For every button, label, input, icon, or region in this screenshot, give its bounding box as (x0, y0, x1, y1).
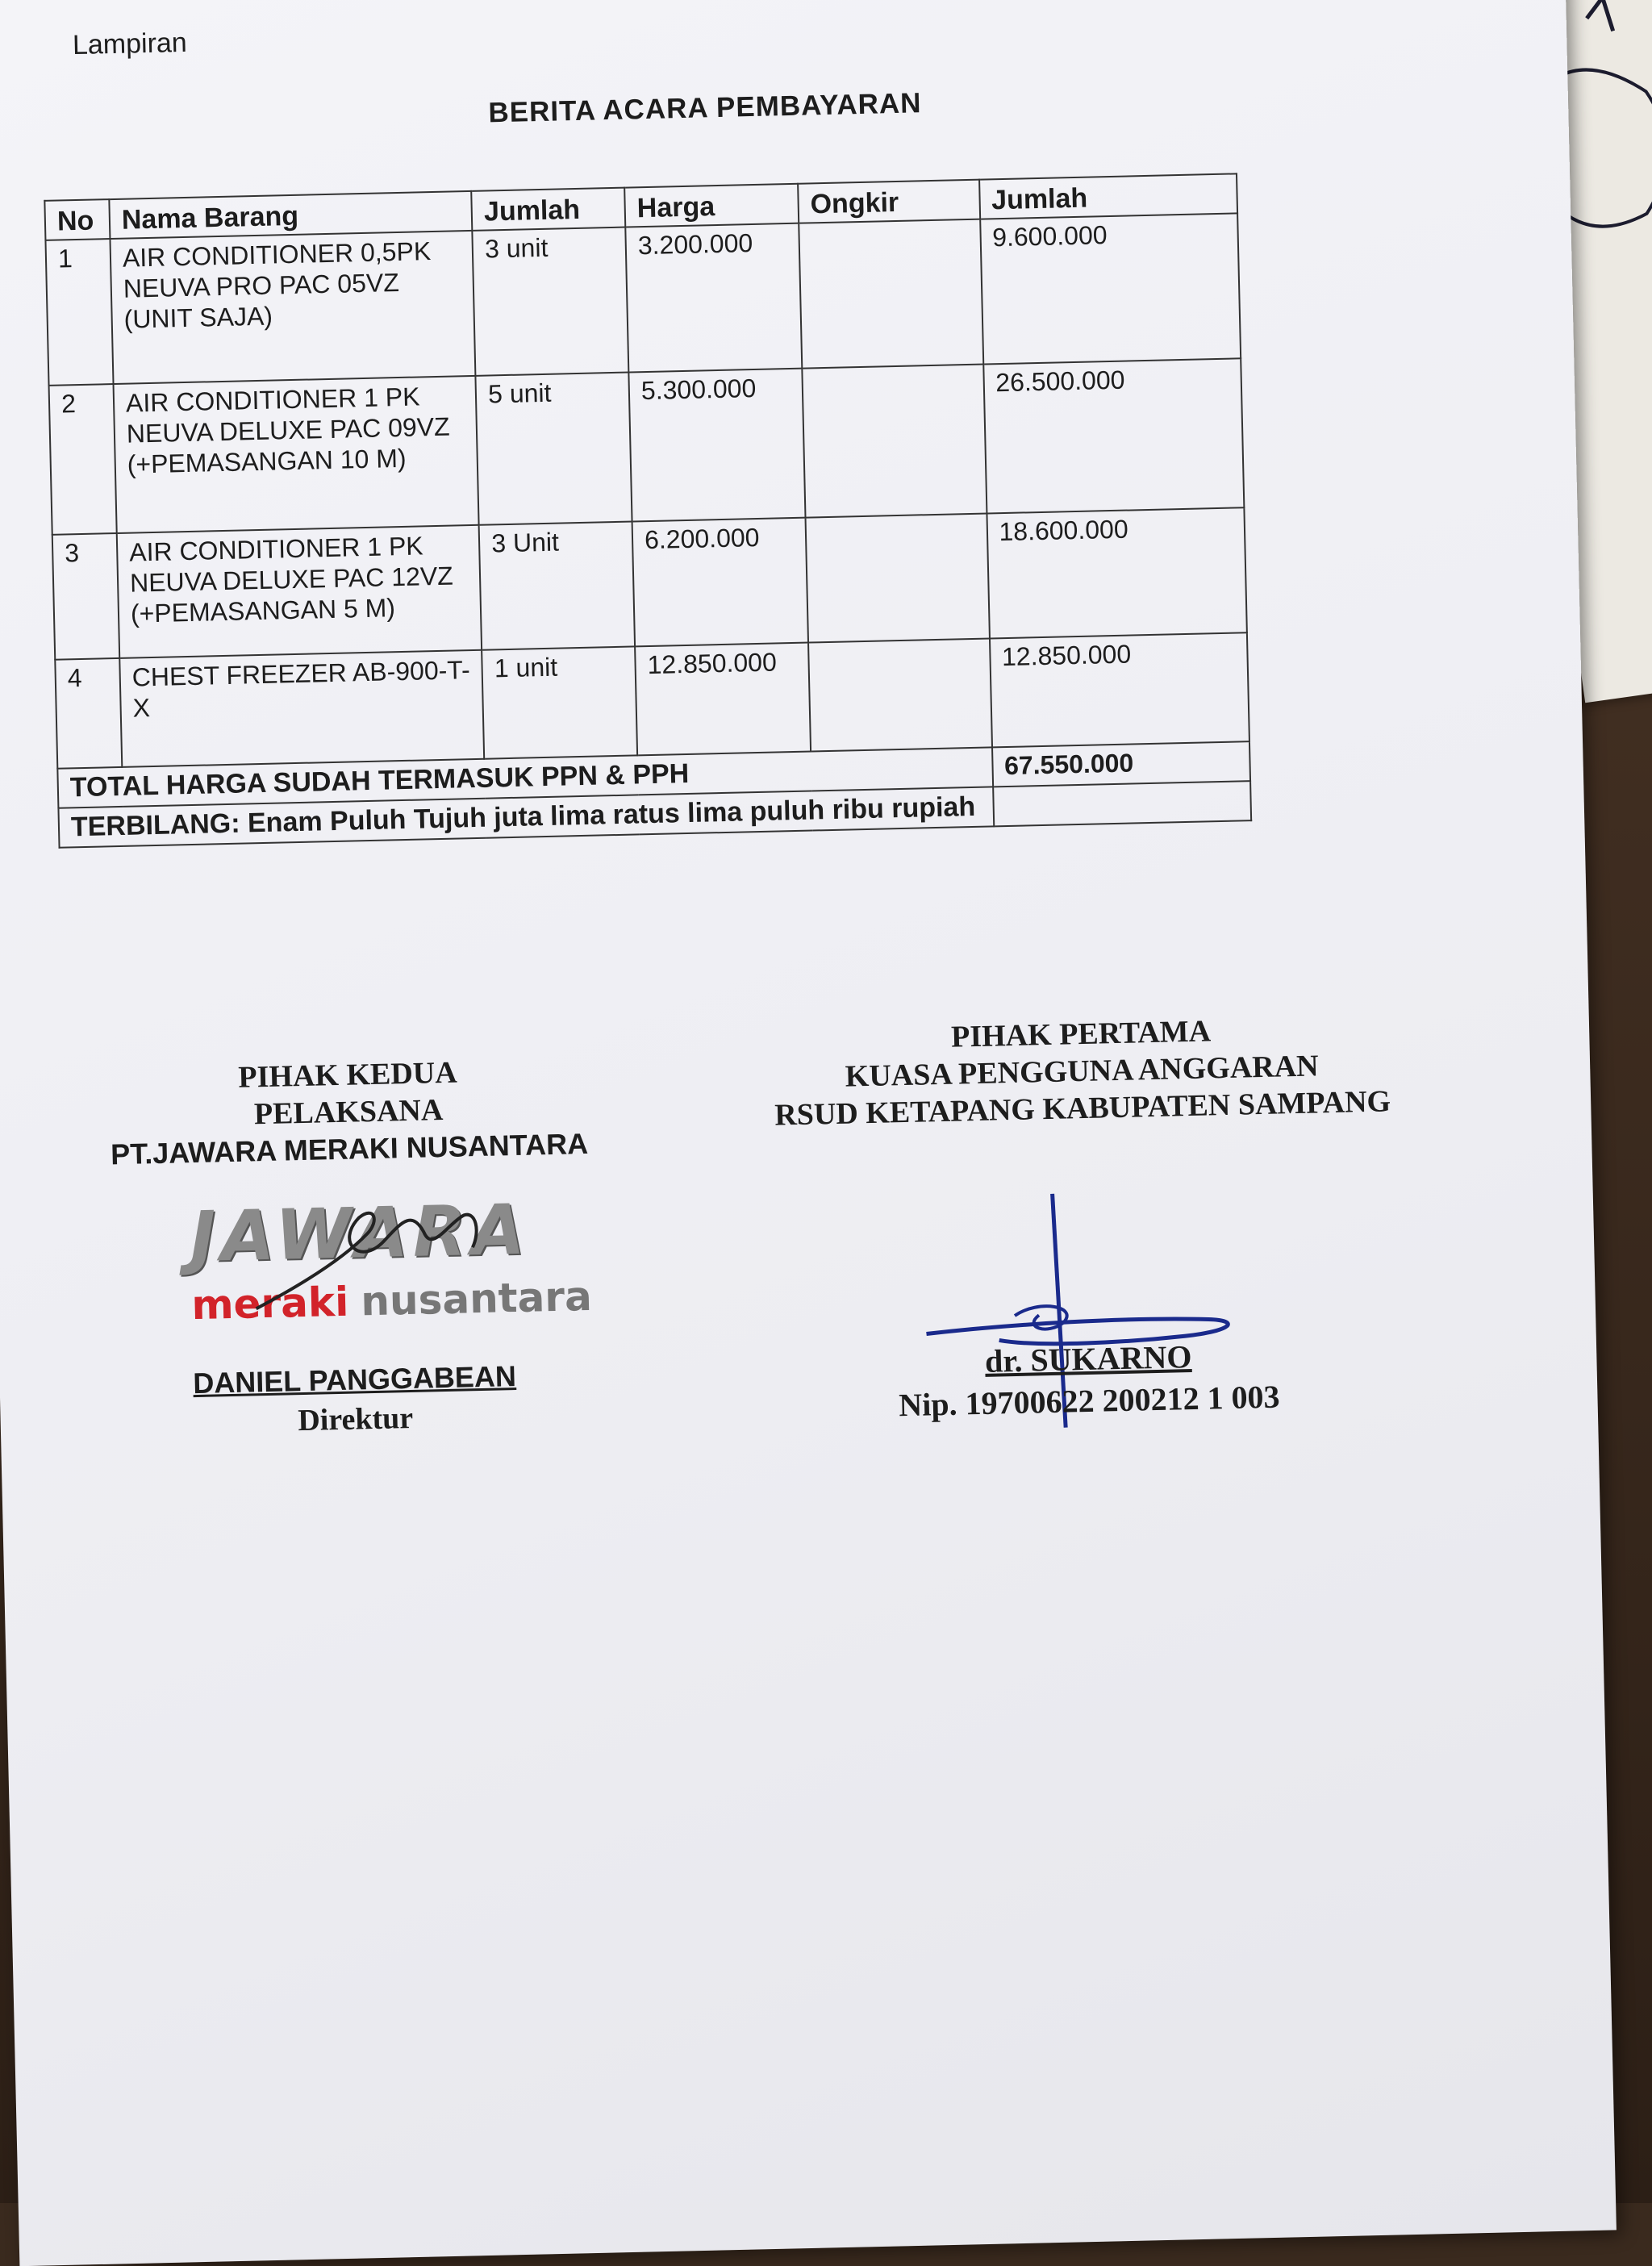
cell-no: 1 (45, 239, 113, 386)
table-row (49, 358, 1245, 534)
cell-nama-barang: AIR CONDITIONER 0,5PK NEUVA PRO PAC 05VZ (UNIT SAJA) (110, 231, 475, 384)
left-position: Direktur (297, 1400, 414, 1438)
cell-jumlah: 5 unit (476, 373, 632, 525)
logo-jawara-text: JAWARA (189, 1189, 531, 1279)
terbilang-empty-cell (993, 781, 1251, 826)
signatory-right-name-block (725, 1330, 1453, 1430)
cell-harga: 6.200.000 (632, 518, 808, 647)
cell-jumlah: 1 unit (482, 646, 637, 758)
payment-table (44, 173, 1252, 848)
cell-ongkir (799, 219, 983, 369)
header-nama-barang: Nama Barang (109, 191, 472, 239)
header-jumlah: Jumlah (471, 188, 625, 231)
right-title: KUASA PENGGUNA ANGGARAN (845, 1049, 1320, 1094)
cell-total: 26.500.000 (983, 358, 1245, 513)
signatory-right-heading (718, 1008, 1446, 1135)
right-role: PIHAK PERTAMA (950, 1014, 1212, 1054)
cell-jumlah: 3 unit (473, 227, 629, 376)
header-jumlah-total: Jumlah (979, 173, 1237, 219)
total-value: 67.550.000 (992, 741, 1250, 787)
company-logo-stamp (189, 1188, 595, 1342)
cell-harga: 12.850.000 (635, 643, 811, 756)
document-title: BERITA ACARA PEMBAYARAN (488, 87, 922, 129)
cell-nama-barang: AIR CONDITIONER 1 PK NEUVA DELUXE PAC 12VZ (+PEMASANGAN 5 M) (117, 525, 482, 658)
lampiran-label: Lampiran (72, 27, 188, 61)
left-company: PT.JAWARA MERAKI NUSANTARA (110, 1126, 589, 1171)
cell-no: 4 (55, 658, 122, 769)
cell-ongkir (805, 514, 989, 643)
logo-meraki-text: meraki (190, 1278, 349, 1329)
cell-total: 18.600.000 (987, 507, 1247, 638)
cell-no: 2 (49, 384, 117, 535)
signatory-left-name-block (96, 1357, 614, 1442)
right-institution: RSUD KETAPANG KABUPATEN SAMPANG (774, 1084, 1391, 1133)
cell-no: 3 (52, 533, 119, 660)
left-role: PIHAK KEDUA (237, 1055, 458, 1095)
cell-harga: 3.200.000 (625, 223, 802, 373)
header-no: No (44, 199, 110, 240)
cell-ongkir (802, 365, 987, 518)
signatory-left-heading (90, 1050, 608, 1173)
cell-nama-barang: AIR CONDITIONER 1 PK NEUVA DELUXE PAC 09VZ (+PEMASANGAN 10 M) (113, 376, 478, 533)
table-row (45, 213, 1241, 385)
cell-total: 9.600.000 (980, 213, 1241, 364)
left-signature-ink (237, 1183, 499, 1333)
header-ongkir: Ongkir (798, 180, 980, 223)
cell-total: 12.850.000 (989, 632, 1249, 747)
right-nip: Nip. 19700622 200212 1 003 (898, 1378, 1281, 1424)
header-harga: Harga (624, 184, 799, 227)
right-name: dr. SUKARNO (984, 1338, 1192, 1379)
cell-nama-barang: CHEST FREEZER AB-900-T-X (119, 650, 484, 767)
cell-ongkir (808, 638, 992, 751)
document-content (56, 0, 1437, 1438)
cell-jumlah: 3 Unit (479, 521, 635, 649)
total-label: TOTAL HARGA SUDAH TERMASUK PPN & PPH (57, 747, 992, 807)
cell-harga: 5.300.000 (628, 369, 805, 522)
left-name: DANIEL PANGGABEAN (192, 1359, 517, 1400)
logo-nusantara-text: nusantara (360, 1272, 593, 1325)
terbilang-text: TERBILANG: Enam Puluh Tujuh juta lima ratus lima puluh ribu rupiah (58, 787, 993, 847)
left-title: PELAKSANA (253, 1092, 444, 1132)
